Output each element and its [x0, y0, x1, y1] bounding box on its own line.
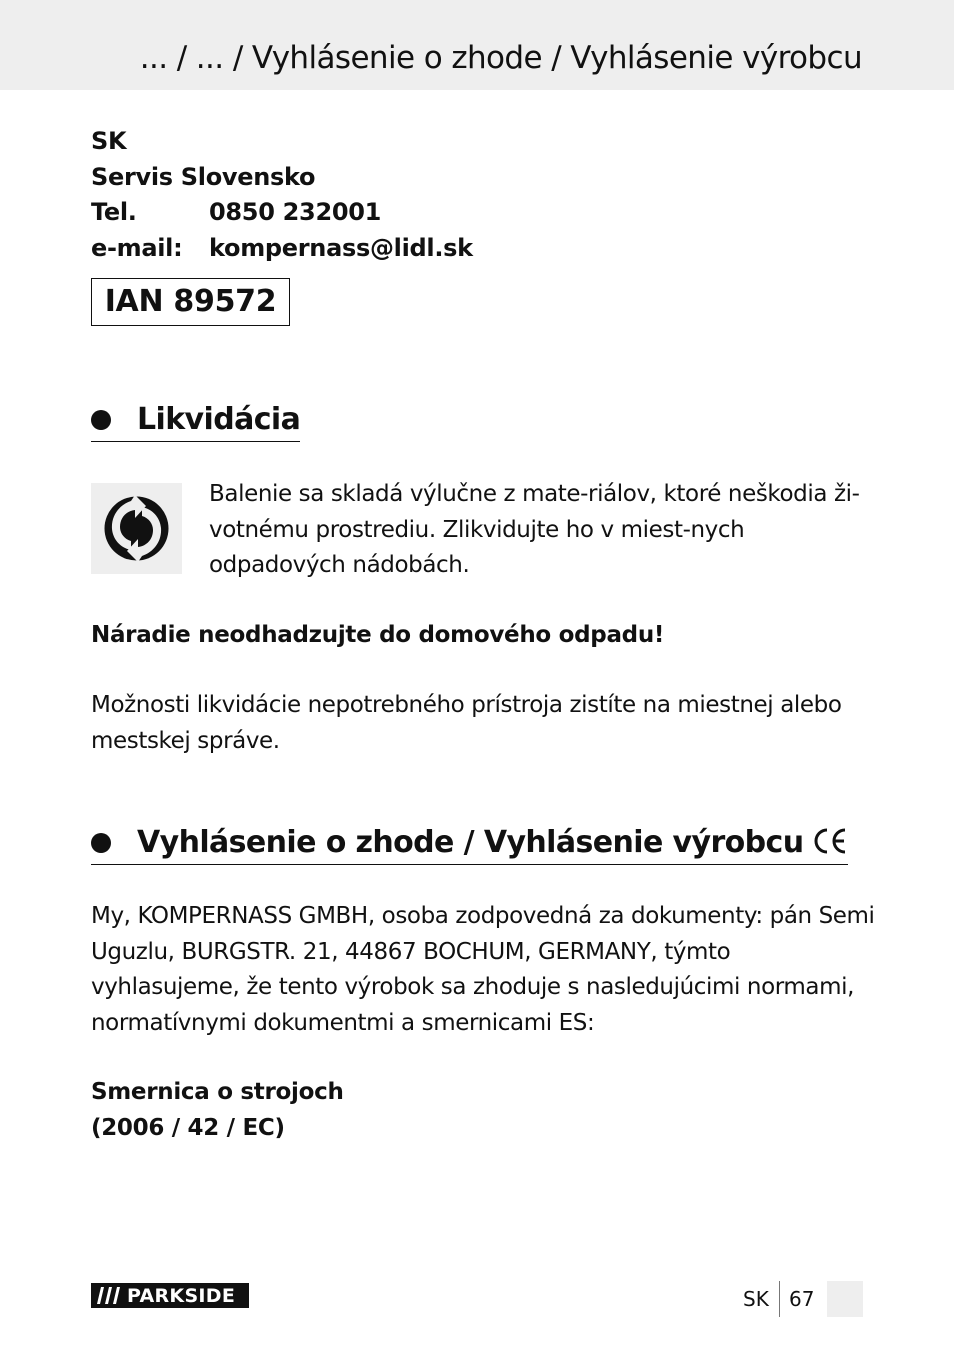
- service-contact: [91, 124, 473, 266]
- disposal-warning: Náradie neodhadzujte do domového odpadu!: [91, 622, 665, 648]
- parkside-logo: [91, 1283, 249, 1308]
- bullet-icon: [91, 833, 111, 853]
- bullet-icon: [91, 410, 111, 430]
- tel-label: Tel.: [91, 198, 137, 226]
- country-code: SK: [91, 127, 127, 155]
- disposal-heading-text: Likvidácia: [137, 402, 301, 437]
- declaration-heading-text: Vyhlásenie o zhode / Vyhlásenie výrobcu: [137, 825, 804, 860]
- logo-text: PARKSIDE: [127, 1284, 236, 1307]
- ce-mark-icon: [812, 827, 848, 859]
- email-row: [91, 231, 473, 267]
- disposal-options-text: Možnosti likvidácie nepotrebného prístroja zistíte na miestnej alebo mestskej správe.: [91, 692, 842, 754]
- ian-box: IAN 89572: [91, 278, 290, 326]
- declaration-text: My, KOMPERNASS GMBH, osoba zodpovedná za dokumenty: pán Semi Uguzlu, BURGSTR. 21, 44867 BOCHUM, GERMANY, týmto vyhlasujeme, že tento výrobok sa zhoduje s nasledujúcimi normami, normatívnymi dokumentmi a smernicami ES:: [91, 903, 875, 1036]
- tel-value: 0850 232001: [209, 198, 382, 226]
- packaging-text: Balenie sa skladá výlučne z mate-riálov, ktoré neškodia ži-votnému prostrediu. Zlikvidujte ho v miest-nych odpadových nádobách.: [209, 481, 860, 578]
- page-title: ... / ... / Vyhlásenie o zhode / Vyhlásenie výrobcu: [139, 40, 862, 76]
- disposal-heading: [91, 402, 300, 442]
- email-label: e-mail:: [91, 233, 183, 262]
- directive-number: (2006 / 42 / EC): [91, 1114, 285, 1141]
- declaration-heading: [91, 825, 848, 865]
- footer-language: SK: [743, 1287, 769, 1311]
- footer-divider: [779, 1281, 780, 1317]
- green-dot-recycling-icon: [91, 483, 182, 574]
- logo-stripes-icon: [91, 1283, 129, 1308]
- tel-row: [91, 195, 473, 231]
- directive-title: Smernica o strojoch: [91, 1079, 344, 1105]
- machinery-directive: [91, 1075, 344, 1146]
- service-name: Servis Slovensko: [91, 162, 316, 191]
- footer-tab: [827, 1281, 863, 1317]
- email-value: kompernass@lidl.sk: [209, 233, 473, 262]
- page-number: 67: [789, 1287, 815, 1311]
